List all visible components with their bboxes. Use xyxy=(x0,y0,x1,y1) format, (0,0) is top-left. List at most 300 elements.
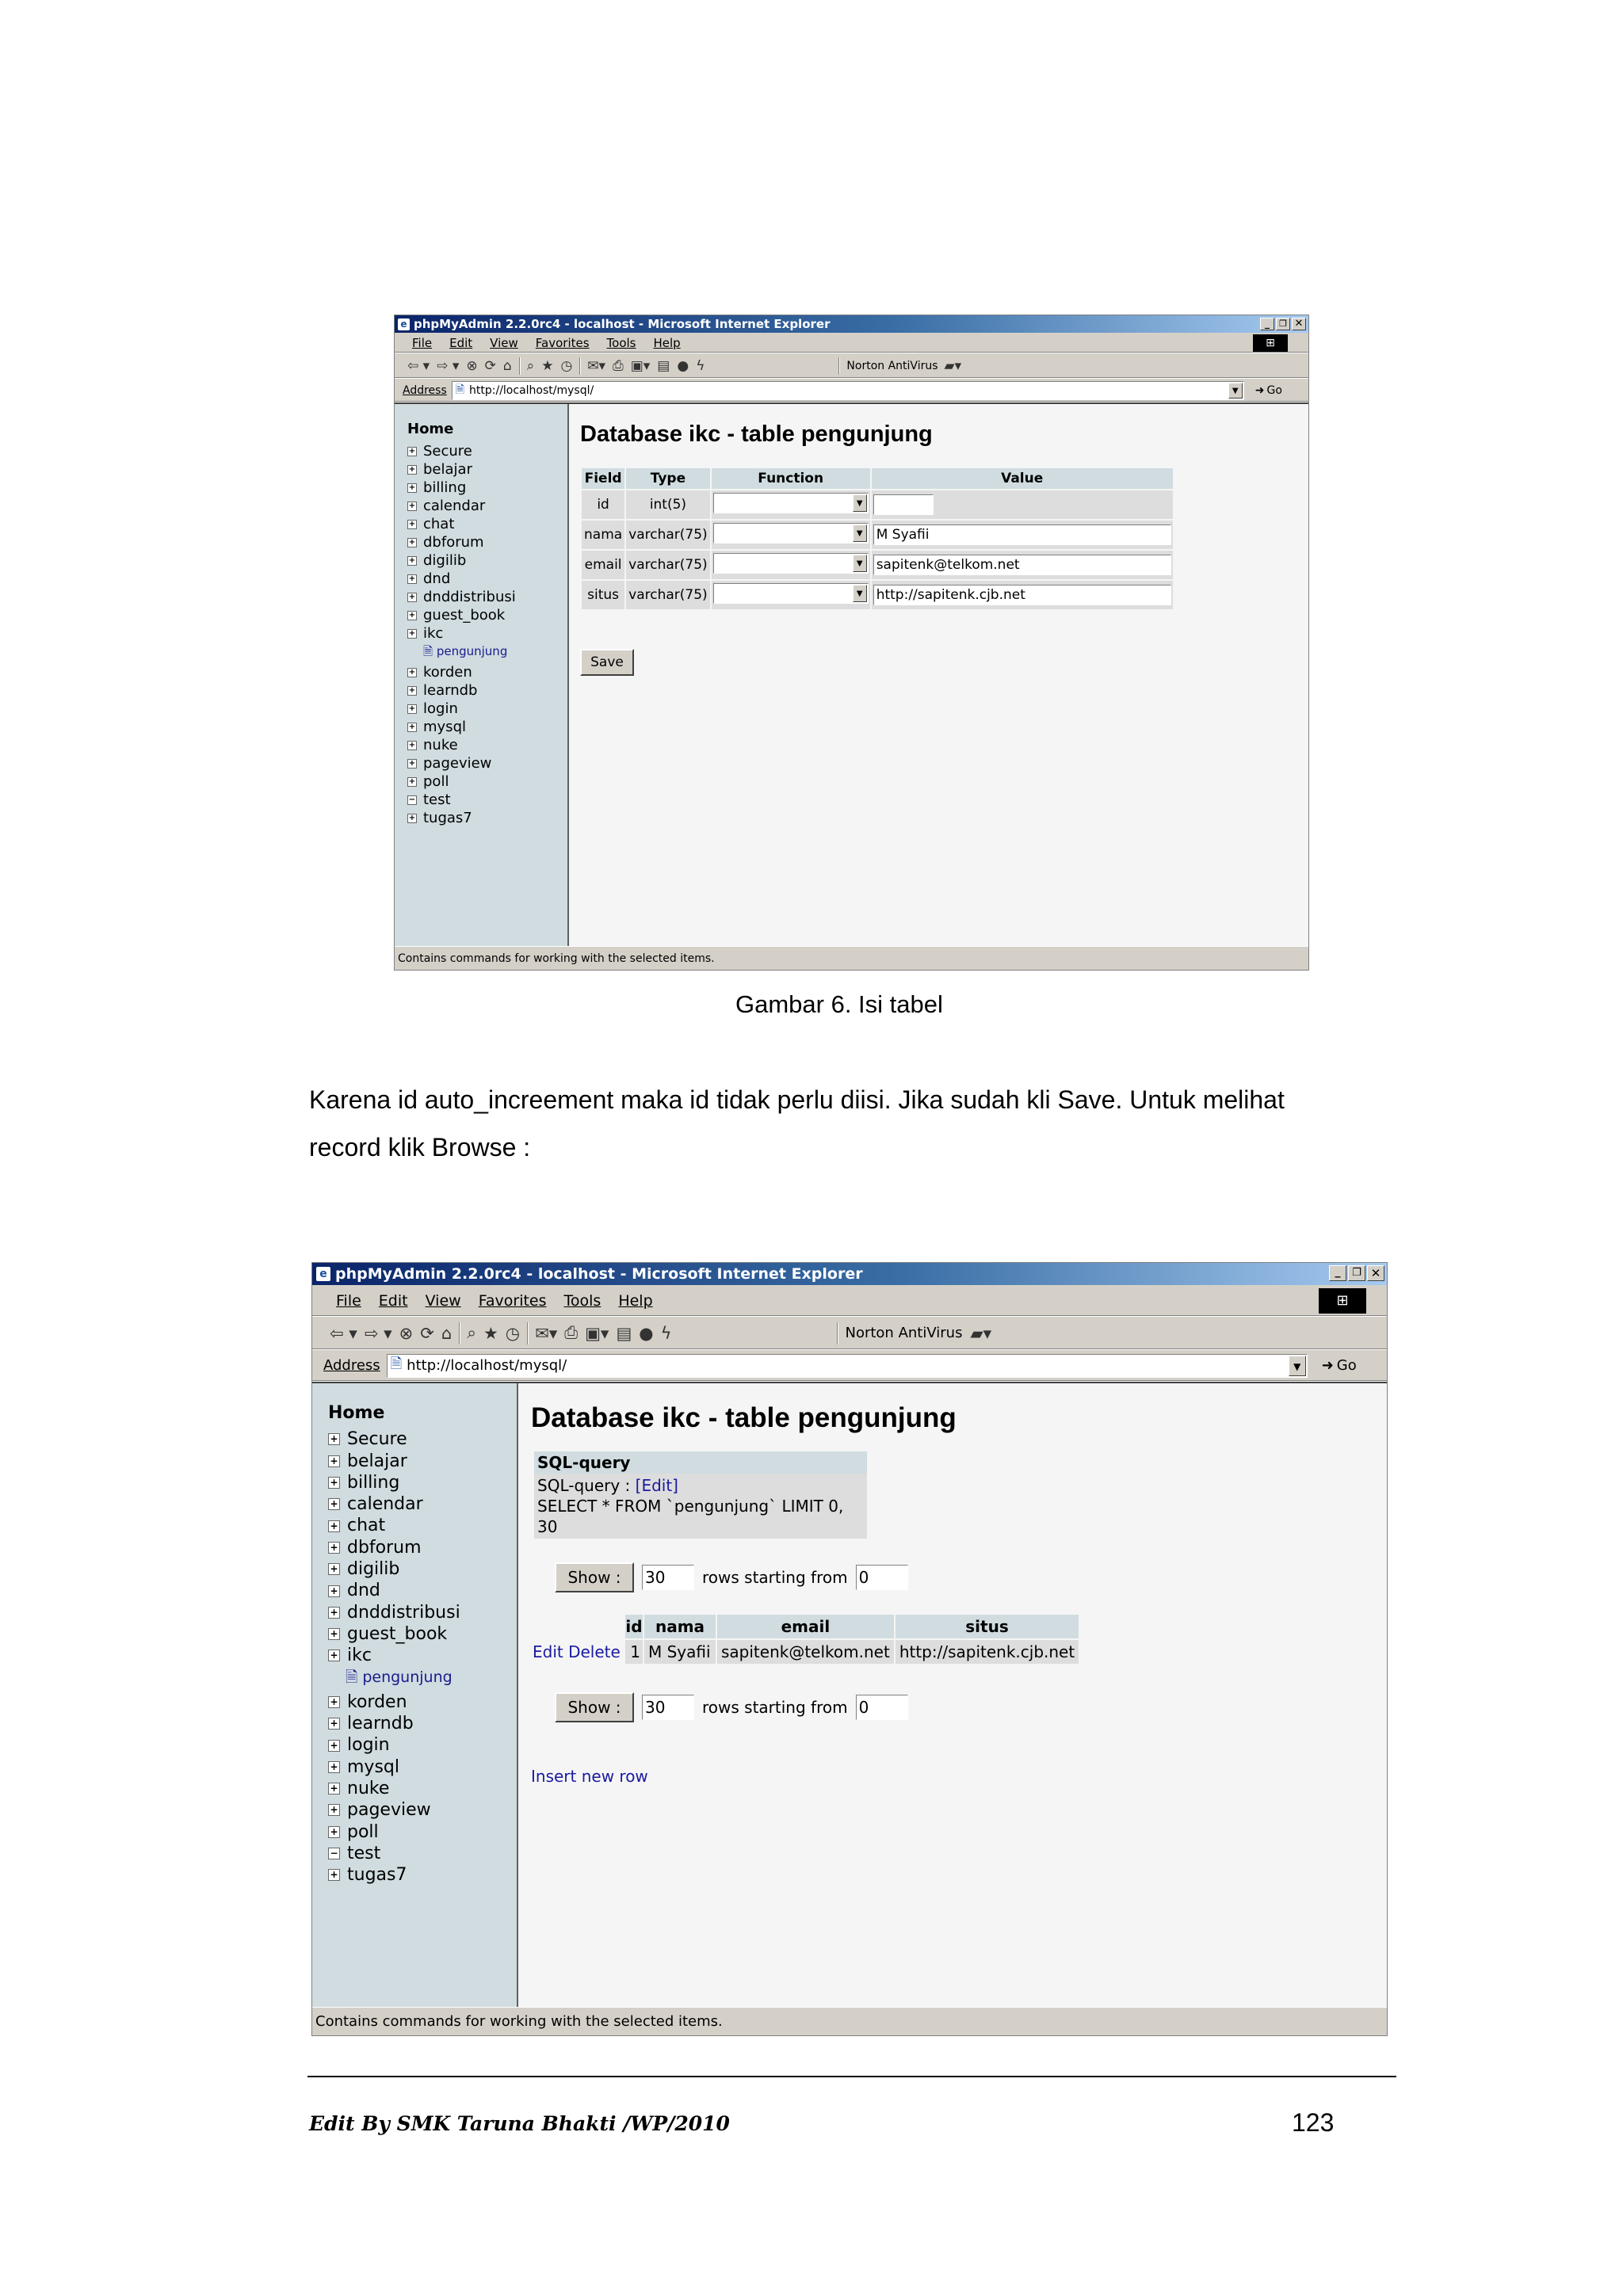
favorites-icon[interactable]: ★ xyxy=(541,357,554,374)
rows-starting-label-bottom: rows starting from xyxy=(702,1698,848,1717)
browser-content xyxy=(395,402,1308,946)
page-title: Database ikc - table pengunjung xyxy=(580,421,933,447)
cell-type: varchar(75) xyxy=(626,551,710,579)
sidebar-item-mysql[interactable] xyxy=(407,718,567,736)
sidebar-item-login[interactable] xyxy=(407,700,567,718)
plus-icon[interactable]: + xyxy=(328,1433,340,1445)
plus-icon[interactable]: + xyxy=(408,610,416,620)
back-icon[interactable]: ⇦ ▾ xyxy=(407,357,430,374)
plus-icon[interactable]: + xyxy=(328,1826,340,1838)
chevron-down-icon[interactable]: ▼ xyxy=(853,555,867,572)
address-bar xyxy=(395,379,1308,402)
sidebar-item-secure[interactable] xyxy=(407,442,567,460)
plus-icon[interactable]: + xyxy=(408,722,416,731)
forward-icon[interactable]: ⇨ ▾ xyxy=(364,1323,392,1343)
table-icon: 🗎 xyxy=(346,1668,358,1686)
sidebar-item-label: learndb xyxy=(423,682,478,699)
history-icon[interactable]: ◷ xyxy=(505,1323,521,1343)
cell-value xyxy=(872,551,1173,579)
sidebar-item-label: guest_book xyxy=(347,1623,448,1644)
minus-icon[interactable]: − xyxy=(328,1848,340,1859)
sidebar-item-dnddistribusi[interactable] xyxy=(328,1602,517,1623)
plus-icon[interactable]: + xyxy=(328,1783,340,1794)
value-input[interactable]: sapitenk@telkom.net xyxy=(873,555,1171,575)
plus-icon[interactable]: + xyxy=(408,537,416,547)
menu-favorites[interactable]: Favorites xyxy=(478,1291,547,1310)
edit-page-icon[interactable]: ▣▾ xyxy=(630,357,651,374)
table-header-row xyxy=(582,468,1173,489)
sidebar-item-dnd[interactable] xyxy=(407,570,567,588)
chevron-down-icon[interactable]: ▼ xyxy=(853,494,867,512)
function-select[interactable] xyxy=(713,553,869,574)
norton-label[interactable]: Norton AntiVirus xyxy=(846,359,938,372)
database-list xyxy=(407,442,567,643)
search-icon[interactable]: ⌕ xyxy=(467,1323,476,1342)
paragraph-line-2: record klik Browse : xyxy=(309,1133,531,1161)
sidebar-item-korden[interactable] xyxy=(328,1691,517,1713)
sidebar-item-label: mysql xyxy=(347,1756,399,1777)
sidebar-item-calendar[interactable] xyxy=(328,1493,517,1515)
header-type: Type xyxy=(626,468,710,489)
status-bar xyxy=(395,946,1308,970)
home-icon[interactable]: ⌂ xyxy=(441,1323,453,1343)
menu-edit[interactable]: Edit xyxy=(449,335,473,350)
sidebar-item-pageview[interactable] xyxy=(407,754,567,772)
close-button[interactable]: ✕ xyxy=(1367,1265,1384,1281)
plus-icon[interactable]: + xyxy=(408,501,416,510)
sidebar-table-label: pengunjung xyxy=(362,1668,453,1686)
table-icon: 🗎 xyxy=(423,644,433,658)
plus-icon[interactable]: + xyxy=(328,1498,340,1510)
plus-icon[interactable]: + xyxy=(408,758,416,768)
plus-icon[interactable]: + xyxy=(328,1477,340,1489)
paragraph-line-1: Karena id auto_increement maka id tidak perlu diisi. Jika sudah kli Save. Untuk melihat xyxy=(309,1085,1285,1114)
header-nama: nama xyxy=(644,1615,716,1638)
browser-window-2 xyxy=(311,1262,1388,2036)
address-input[interactable] xyxy=(387,1354,1308,1378)
sidebar-item-dbforum[interactable] xyxy=(407,533,567,551)
plus-icon[interactable]: + xyxy=(328,1520,340,1532)
show-controls-top xyxy=(555,1562,1387,1592)
cell-field: email xyxy=(582,551,624,579)
sidebar-item-label: mysql xyxy=(423,719,466,735)
menu-favorites[interactable]: Favorites xyxy=(535,335,590,350)
sidebar-table-pengunjung[interactable] xyxy=(407,643,567,661)
header-field: Field xyxy=(582,468,624,489)
discuss-icon[interactable]: ▤ xyxy=(657,357,670,374)
menu-bar xyxy=(312,1285,1387,1317)
sidebar-item-label: login xyxy=(347,1735,390,1756)
plus-icon[interactable]: + xyxy=(408,813,416,822)
norton-icon[interactable]: ▰▾ xyxy=(944,357,962,374)
ie-icon: e xyxy=(398,318,410,330)
sidebar-item-label: pageview xyxy=(423,755,492,772)
table-row xyxy=(533,1640,1079,1664)
start-row-input[interactable]: 0 xyxy=(856,1565,908,1590)
table-header-row xyxy=(533,1615,1079,1638)
function-select[interactable] xyxy=(713,523,869,543)
delete-link[interactable]: Delete xyxy=(568,1642,621,1661)
sidebar-item-label: nuke xyxy=(347,1779,390,1799)
cell-function xyxy=(712,490,870,519)
database-list xyxy=(328,1428,517,1666)
sidebar-item-dnddistribusi[interactable] xyxy=(407,588,567,606)
plus-icon[interactable]: + xyxy=(408,740,416,749)
show-count-input-bottom[interactable]: 30 xyxy=(642,1695,694,1720)
sidebar-item-label: learndb xyxy=(347,1714,414,1734)
home-link[interactable]: Home xyxy=(328,1403,385,1423)
sidebar-item-dnd[interactable] xyxy=(328,1580,517,1601)
window-controls xyxy=(1260,318,1306,330)
sidebar-item-label: korden xyxy=(347,1691,407,1712)
sidebar-item-label: test xyxy=(423,791,451,808)
sidebar-item-label: ikc xyxy=(347,1646,372,1666)
plus-icon[interactable]: + xyxy=(328,1585,340,1597)
show-count-input[interactable]: 30 xyxy=(642,1565,694,1590)
table-row xyxy=(582,490,1173,519)
plus-icon[interactable]: + xyxy=(328,1740,340,1752)
ie-icon: e xyxy=(316,1267,330,1281)
sidebar-item-label: Secure xyxy=(347,1429,407,1450)
go-arrow-icon[interactable]: ➜ xyxy=(1321,1357,1334,1374)
sidebar-item-pageview[interactable] xyxy=(328,1799,517,1821)
cell-value xyxy=(872,490,1173,519)
sql-edit-link[interactable]: [Edit] xyxy=(635,1476,678,1495)
sidebar-item-learndb[interactable] xyxy=(407,681,567,700)
lightning-icon[interactable]: ϟ xyxy=(660,1323,672,1343)
sql-query-label-line xyxy=(537,1475,864,1496)
sql-query-text: SELECT * FROM `pengunjung` LIMIT 0, 30 xyxy=(537,1497,844,1536)
plus-icon[interactable]: + xyxy=(328,1607,340,1619)
sidebar-item-label: digilib xyxy=(347,1559,400,1580)
sql-query-label: SQL-query : xyxy=(537,1476,631,1495)
maximize-button[interactable]: ❐ xyxy=(1276,318,1290,330)
home-link[interactable]: Home xyxy=(407,421,454,437)
windows-logo-icon: ⊞ xyxy=(1253,334,1288,352)
maximize-button[interactable]: ❐ xyxy=(1348,1265,1365,1281)
sidebar-item-label: belajar xyxy=(347,1451,407,1471)
sidebar-item-label: pageview xyxy=(347,1800,431,1821)
plus-icon[interactable]: + xyxy=(328,1869,340,1881)
menu-file[interactable]: File xyxy=(412,335,433,350)
plus-icon[interactable]: + xyxy=(408,446,416,456)
menu-view[interactable]: View xyxy=(490,335,518,350)
sidebar-item-guest-book[interactable] xyxy=(328,1623,517,1645)
address-url: http://localhost/mysql/ xyxy=(407,1357,567,1374)
right-frame xyxy=(518,1383,1387,2007)
norton-icon[interactable]: ▰▾ xyxy=(970,1323,992,1343)
plus-icon[interactable]: + xyxy=(408,592,416,601)
status-bar xyxy=(312,2007,1387,2035)
toolbar xyxy=(395,353,1308,379)
sidebar-item-label: korden xyxy=(423,664,472,681)
go-button[interactable]: Go xyxy=(1336,1357,1357,1374)
sidebar-item-secure[interactable] xyxy=(328,1428,517,1450)
plus-icon[interactable]: + xyxy=(328,1718,340,1730)
browser-content xyxy=(312,1382,1387,2007)
history-icon[interactable]: ◷ xyxy=(560,357,573,374)
left-frame xyxy=(395,404,569,946)
browse-results-table xyxy=(531,1613,1080,1665)
sidebar-item-poll[interactable] xyxy=(328,1821,517,1843)
edit-page-icon[interactable]: ▣▾ xyxy=(585,1323,609,1343)
footer-credit: Edit By SMK Taruna Bhakti /WP/2010 xyxy=(309,2112,730,2135)
browser-window-1 xyxy=(394,315,1309,971)
plus-icon[interactable]: + xyxy=(408,685,416,695)
table-row xyxy=(582,551,1173,579)
menu-file[interactable]: File xyxy=(336,1291,361,1310)
table-row xyxy=(582,521,1173,549)
cell-type: varchar(75) xyxy=(626,581,710,609)
plus-icon[interactable]: + xyxy=(328,1696,340,1708)
address-label: Address xyxy=(403,383,447,397)
figure-caption: Gambar 6. Isi tabel xyxy=(735,990,943,1018)
sidebar-item-calendar[interactable] xyxy=(407,497,567,515)
page-number: 123 xyxy=(1292,2108,1335,2137)
sidebar-item-billing[interactable] xyxy=(328,1472,517,1493)
back-icon[interactable]: ⇦ ▾ xyxy=(330,1323,357,1343)
plus-icon[interactable]: + xyxy=(408,667,416,677)
cell-field: situs xyxy=(582,581,624,609)
cell-field: nama xyxy=(582,521,624,549)
sidebar-item-label: dnddistribusi xyxy=(423,589,516,605)
menu-view[interactable]: View xyxy=(425,1291,461,1310)
sidebar-item-label: chat xyxy=(347,1516,386,1536)
show-controls-bottom xyxy=(555,1692,1387,1722)
toolbar xyxy=(312,1317,1387,1350)
sidebar-item-label: guest_book xyxy=(423,607,506,624)
sql-query-title: SQL-query xyxy=(534,1451,867,1474)
forward-icon[interactable]: ⇨ ▾ xyxy=(437,357,460,374)
sidebar-item-label: Secure xyxy=(423,443,472,460)
plus-icon[interactable]: + xyxy=(408,574,416,583)
chevron-down-icon[interactable]: ▼ xyxy=(853,585,867,602)
window-title: phpMyAdmin 2.2.0rc4 - localhost - Microsoft Internet Explorer xyxy=(414,317,831,331)
discuss-icon[interactable]: ▤ xyxy=(616,1323,632,1343)
sidebar-item-poll[interactable] xyxy=(407,772,567,791)
sidebar-item-label: dnd xyxy=(347,1581,380,1601)
sidebar-item-ikc[interactable] xyxy=(407,624,567,643)
sidebar-item-learndb[interactable] xyxy=(328,1713,517,1734)
start-row-input-bottom[interactable]: 0 xyxy=(856,1695,908,1720)
sidebar-item-label: dbforum xyxy=(423,534,484,551)
sidebar-item-label: login xyxy=(423,700,458,717)
header-situs: situs xyxy=(896,1615,1079,1638)
sidebar-item-belajar[interactable] xyxy=(407,460,567,479)
address-url: http://localhost/mysql/ xyxy=(469,383,594,397)
messenger-icon[interactable]: ● xyxy=(677,357,689,374)
edit-link[interactable]: Edit xyxy=(533,1642,563,1661)
cell-function xyxy=(712,581,870,609)
sidebar-item-label: tugas7 xyxy=(423,810,472,826)
sidebar-item-ikc[interactable] xyxy=(328,1645,517,1666)
sidebar-item-tugas7[interactable] xyxy=(407,809,567,827)
left-frame xyxy=(312,1383,518,2007)
plus-icon[interactable]: + xyxy=(408,704,416,713)
plus-icon[interactable]: + xyxy=(408,555,416,565)
cell-function xyxy=(712,551,870,579)
cell-value xyxy=(872,581,1173,609)
print-icon[interactable]: ⎙ xyxy=(613,357,624,374)
favorites-icon[interactable]: ★ xyxy=(483,1323,498,1343)
sidebar-item-label: test xyxy=(347,1843,381,1863)
sidebar-item-label: calendar xyxy=(423,498,486,514)
menu-tools[interactable]: Tools xyxy=(563,1291,601,1310)
plus-icon[interactable]: + xyxy=(408,482,416,492)
page-icon: 🗎 xyxy=(455,383,465,396)
stop-icon[interactable]: ⊗ xyxy=(466,357,478,374)
plus-icon[interactable]: + xyxy=(408,464,416,474)
sidebar-item-digilib[interactable] xyxy=(407,551,567,570)
address-dropdown-button[interactable]: ▼ xyxy=(1289,1356,1306,1376)
home-icon[interactable]: ⌂ xyxy=(502,357,512,374)
right-frame xyxy=(569,404,1308,946)
sidebar-item-label: nuke xyxy=(423,737,458,753)
mail-icon[interactable]: ✉▾ xyxy=(587,357,606,374)
sidebar-item-label: dnd xyxy=(423,570,451,587)
address-dropdown-button[interactable]: ▼ xyxy=(1228,383,1243,399)
menu-help[interactable]: Help xyxy=(618,1291,653,1310)
go-arrow-icon[interactable]: ➜ xyxy=(1254,383,1265,397)
header-id: id xyxy=(625,1615,643,1638)
sidebar-item-belajar[interactable] xyxy=(328,1451,517,1472)
cell-value xyxy=(872,521,1173,549)
refresh-icon[interactable]: ⟳ xyxy=(484,357,496,374)
sidebar-table-label: pengunjung xyxy=(436,644,508,658)
cell-email: sapitenk@telkom.net xyxy=(717,1640,894,1664)
sidebar-item-mysql[interactable] xyxy=(328,1756,517,1778)
stop-icon[interactable]: ⊗ xyxy=(399,1323,414,1343)
plus-icon[interactable]: + xyxy=(328,1563,340,1575)
show-button-bottom[interactable]: Show : xyxy=(555,1692,634,1722)
cell-type: int(5) xyxy=(626,490,710,519)
plus-icon[interactable]: + xyxy=(328,1650,340,1661)
header-function: Function xyxy=(712,468,870,489)
sidebar-item-tugas7[interactable] xyxy=(328,1864,517,1886)
insert-new-row-link[interactable]: Insert new row xyxy=(531,1767,648,1786)
menu-help[interactable]: Help xyxy=(653,335,681,350)
plus-icon[interactable]: + xyxy=(328,1761,340,1773)
sidebar-item-login[interactable] xyxy=(328,1734,517,1756)
row-actions xyxy=(533,1640,624,1664)
minimize-button[interactable]: _ xyxy=(1329,1265,1346,1281)
page-title: Database ikc - table pengunjung xyxy=(531,1402,957,1433)
windows-logo-icon: ⊞ xyxy=(1319,1288,1366,1314)
sidebar-item-nuke[interactable] xyxy=(328,1778,517,1799)
sidebar-item-test[interactable] xyxy=(407,791,567,809)
status-text: Contains commands for working with the selected items. xyxy=(398,952,715,965)
refresh-icon[interactable]: ⟳ xyxy=(420,1323,434,1343)
insert-form-table xyxy=(580,467,1174,611)
sidebar-item-korden[interactable] xyxy=(407,663,567,681)
database-list-2 xyxy=(328,1691,517,1886)
plus-icon[interactable]: + xyxy=(408,776,416,786)
table-row xyxy=(582,581,1173,609)
function-select[interactable] xyxy=(713,583,869,604)
address-input[interactable] xyxy=(452,381,1244,400)
sidebar-item-guest-book[interactable] xyxy=(407,606,567,624)
status-text: Contains commands for working with the selected items. xyxy=(315,2013,723,2030)
sidebar-item-label: poll xyxy=(423,773,449,790)
plus-icon[interactable]: + xyxy=(328,1455,340,1467)
cell-function xyxy=(712,521,870,549)
title-bar xyxy=(395,315,1308,333)
sidebar-item-test[interactable] xyxy=(328,1843,517,1864)
value-input[interactable] xyxy=(873,494,934,515)
sidebar-table-pengunjung[interactable] xyxy=(328,1667,517,1688)
mail-icon[interactable]: ✉▾ xyxy=(535,1323,558,1343)
go-button[interactable]: Go xyxy=(1266,383,1282,397)
header-value: Value xyxy=(872,468,1173,489)
sql-query-body xyxy=(534,1474,867,1539)
function-select[interactable] xyxy=(713,493,869,513)
sidebar-item-billing[interactable] xyxy=(407,479,567,497)
menu-bar xyxy=(395,333,1308,353)
print-icon[interactable]: ⎙ xyxy=(564,1323,579,1342)
plus-icon[interactable]: + xyxy=(328,1542,340,1554)
address-bar xyxy=(312,1350,1387,1382)
minimize-button[interactable]: _ xyxy=(1260,318,1274,330)
sql-query-box xyxy=(534,1451,867,1539)
window-controls xyxy=(1329,1265,1384,1281)
value-input[interactable]: M Syafii xyxy=(873,524,1171,545)
sidebar-item-chat[interactable] xyxy=(407,515,567,533)
close-button[interactable]: ✕ xyxy=(1292,318,1306,330)
minus-icon[interactable]: − xyxy=(408,795,416,804)
sidebar-item-label: chat xyxy=(423,516,455,532)
sidebar-item-label: ikc xyxy=(423,625,444,642)
save-button[interactable]: Save xyxy=(580,649,634,676)
sidebar-item-label: belajar xyxy=(423,461,472,478)
cell-situs: http://sapitenk.cjb.net xyxy=(896,1640,1079,1664)
window-title: phpMyAdmin 2.2.0rc4 - localhost - Microsoft Internet Explorer xyxy=(335,1265,863,1283)
rows-starting-label: rows starting from xyxy=(702,1568,848,1587)
sidebar-item-chat[interactable] xyxy=(328,1515,517,1536)
sidebar-item-label: poll xyxy=(347,1821,379,1842)
norton-label[interactable]: Norton AntiVirus xyxy=(845,1325,963,1341)
plus-icon[interactable]: + xyxy=(328,1628,340,1640)
cell-type: varchar(75) xyxy=(626,521,710,549)
messenger-icon[interactable]: ● xyxy=(639,1323,654,1343)
show-button[interactable]: Show : xyxy=(555,1562,634,1592)
value-input[interactable]: http://sapitenk.cjb.net xyxy=(873,585,1171,605)
lightning-icon[interactable]: ϟ xyxy=(696,357,705,374)
plus-icon[interactable]: + xyxy=(408,519,416,528)
sidebar-item-label: billing xyxy=(347,1472,400,1493)
chevron-down-icon[interactable]: ▼ xyxy=(853,524,867,542)
search-icon[interactable]: ⌕ xyxy=(526,357,535,374)
sidebar-item-digilib[interactable] xyxy=(328,1558,517,1580)
sidebar-item-label: digilib xyxy=(423,552,467,569)
title-bar xyxy=(312,1263,1387,1285)
database-list-2 xyxy=(407,663,567,827)
menu-tools[interactable]: Tools xyxy=(606,335,636,350)
plus-icon[interactable]: + xyxy=(328,1804,340,1816)
sidebar-item-dbforum[interactable] xyxy=(328,1537,517,1558)
sidebar-item-nuke[interactable] xyxy=(407,736,567,754)
menu-edit[interactable]: Edit xyxy=(378,1291,408,1310)
sidebar-item-label: dnddistribusi xyxy=(347,1602,460,1623)
sidebar-item-label: dbforum xyxy=(347,1537,422,1558)
address-label: Address xyxy=(323,1357,380,1374)
sidebar-item-label: billing xyxy=(423,479,467,496)
plus-icon[interactable]: + xyxy=(408,628,416,638)
cell-id: 1 xyxy=(625,1640,643,1664)
sidebar-item-label: tugas7 xyxy=(347,1865,407,1886)
cell-field: id xyxy=(582,490,624,519)
body-paragraph xyxy=(309,1076,1419,1171)
cell-nama: M Syafii xyxy=(644,1640,716,1664)
